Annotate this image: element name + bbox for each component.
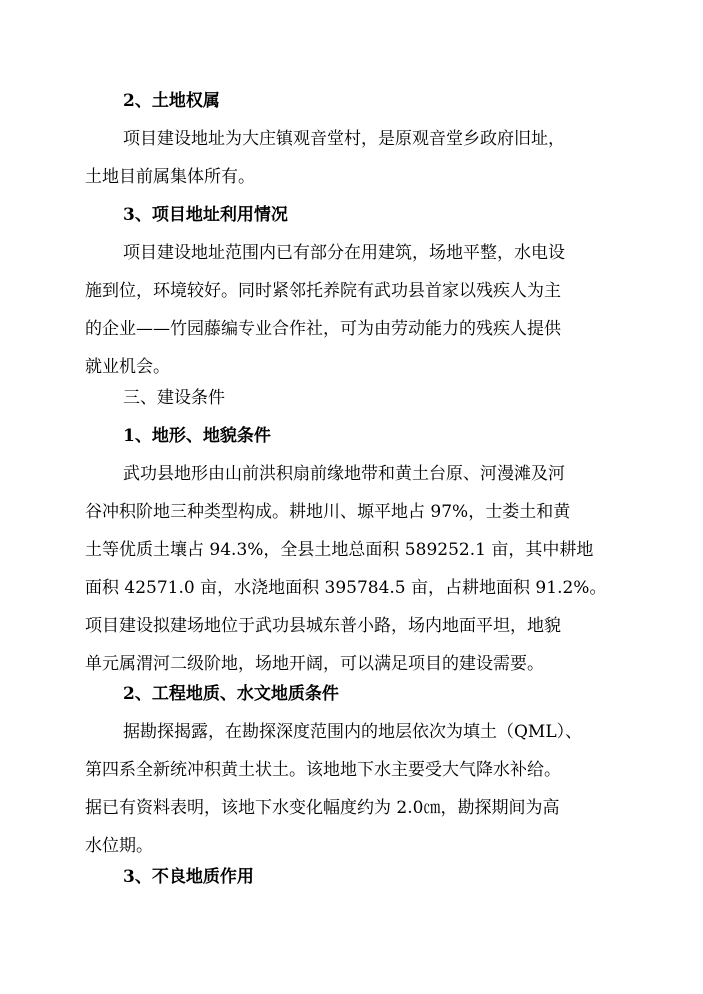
- heading-terrain: 1、地形、地貌条件: [123, 426, 271, 446]
- paragraph-line: 第四系全新统冲积黄土状土。该地地下水主要受大气降水补给。: [85, 760, 561, 780]
- paragraph-line: 土地目前属集体所有。: [85, 167, 255, 187]
- heading-geology: 2、工程地质、水文地质条件: [123, 684, 339, 704]
- paragraph-line: 武功县地形由山前洪积扇前缘地带和黄土台原、河漫滩及河: [123, 464, 565, 484]
- paragraph-line: 就业机会。: [85, 357, 170, 377]
- heading-land-ownership: 2、土地权属: [123, 91, 220, 111]
- paragraph-line: 项目建设地址为大庄镇观音堂村，是原观音堂乡政府旧址，: [123, 129, 565, 149]
- paragraph-line: 项目建设地址范围内已有部分在用建筑，场地平整，水电设: [123, 243, 565, 263]
- chapter-heading-construction-conditions: 三、建设条件: [123, 388, 225, 408]
- paragraph-line: 单元属渭河二级阶地，场地开阔，可以满足项目的建设需要。: [85, 654, 544, 674]
- paragraph-line: 谷冲积阶地三种类型构成。耕地川、塬平地占 97%，士娄土和黄: [85, 502, 571, 522]
- heading-site-usage: 3、项目地址利用情况: [123, 205, 288, 225]
- paragraph-line: 据已有资料表明，该地下水变化幅度约为 2.0㎝，勘探期间为高: [85, 798, 560, 818]
- paragraph-line: 土等优质土壤占 94.3%，全县土地总面积 589252.1 亩，其中耕地: [85, 540, 594, 560]
- paragraph-line: 面积 42571.0 亩，水浇地面积 395784.5 亩，占耕地面积 91.2%。: [85, 578, 607, 598]
- heading-adverse-geology: 3、不良地质作用: [123, 867, 254, 887]
- paragraph-line: 水位期。: [85, 836, 153, 856]
- paragraph-line: 的企业——竹园藤编专业合作社，可为由劳动能力的残疾人提供: [85, 319, 561, 339]
- paragraph-line: 项目建设拟建场地位于武功县城东普小路，场内地面平坦，地貌: [85, 616, 561, 636]
- paragraph-line: 据勘探揭露，在勘探深度范围内的地层依次为填土（QML）、: [123, 722, 583, 742]
- paragraph-line: 施到位，环境较好。同时紧邻托养院有武功县首家以残疾人为主: [85, 281, 561, 301]
